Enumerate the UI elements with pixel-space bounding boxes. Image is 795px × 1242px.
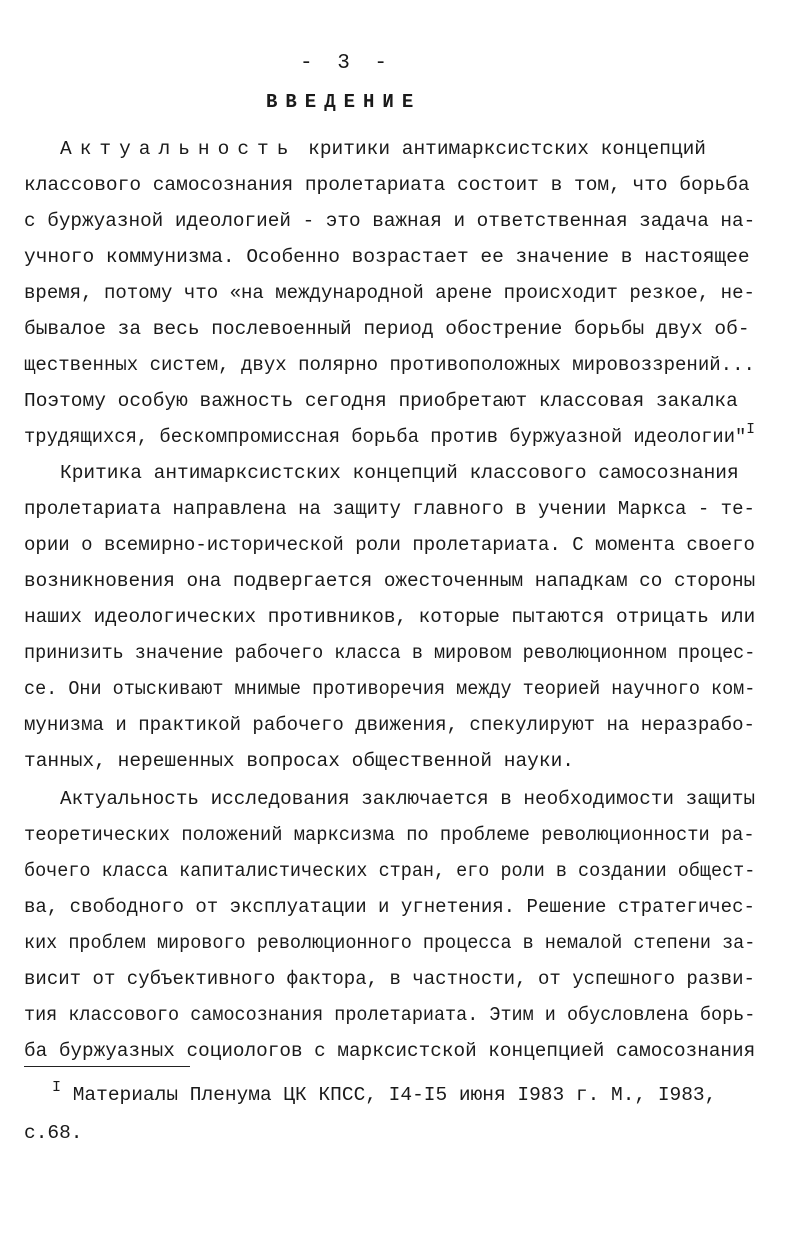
body-line: Критика антимарксистских концепций классового самосознания: [60, 462, 739, 484]
section-heading: ВВЕДЕНИЕ: [266, 91, 422, 113]
body-line-text: критики антимарксистских концепций: [296, 138, 707, 160]
body-line: с буржуазной идеологией - это важная и ответственная задача на-: [24, 210, 756, 232]
body-line: ва, свободного от эксплуатации и угнетения. Решение стратегичес-: [24, 896, 755, 918]
body-line: [60, 137, 706, 161]
body-line: принизить значение рабочего класса в мировом революционном процес-: [24, 642, 756, 664]
footnote-divider: [24, 1066, 190, 1067]
footnote-marker: I: [52, 1079, 62, 1096]
body-line: [24, 421, 755, 451]
body-line: Актуальность исследования заключается в необходимости защиты: [60, 788, 756, 810]
body-line: Поэтому особую важность сегодня приобретают классовая закалка: [24, 390, 738, 412]
body-line: мунизма и практикой рабочего движения, спекулируют на неразрабо-: [24, 714, 755, 736]
body-line: классового самосознания пролетариата состоит в том, что борьба: [24, 174, 750, 196]
body-line: теоретических положений марксизма по проблеме революционности ра-: [24, 824, 755, 846]
footnote: [52, 1079, 717, 1109]
footnote-text: Материалы Пленума ЦК КПСС, I4-I5 июня I983 г. М., I983,: [61, 1084, 717, 1106]
emphasized-term: Актуальность: [60, 138, 297, 160]
body-line: пролетариата направлена на защиту главного в учении Маркса - те-: [24, 498, 755, 520]
page-number: - 3 -: [300, 52, 394, 75]
body-line: учного коммунизма. Особенно возрастает ее значение в настоящее: [24, 246, 750, 268]
body-line: щественных систем, двух полярно противоположных мировоззрений...: [24, 354, 755, 376]
body-line: ких проблем мирового революционного процесса в немалой степени за-: [24, 932, 756, 954]
body-line: ба буржуазных социологов с марксистской концепцией самосознания: [24, 1040, 756, 1062]
body-line: наших идеологических противников, которые пытаются отрицать или: [24, 606, 756, 628]
body-line: се. Они отыскивают мнимые противоречия между теорией научного ком-: [24, 678, 756, 700]
body-line: ории о всемирно-исторической роли пролетариата. С момента своего: [24, 534, 755, 556]
body-line: тия классового самосознания пролетариата. Этим и обусловлена борь-: [24, 1004, 756, 1026]
body-line: висит от субъективного фактора, в частности, от успешного разви-: [24, 968, 755, 990]
body-line: бочего класса капиталистических стран, его роли в создании общест-: [24, 860, 756, 882]
footnote-reference: I: [746, 421, 755, 438]
body-line: бывалое за весь послевоенный период обострение борьбы двух об-: [24, 318, 750, 340]
body-line: танных, нерешенных вопросах общественной науки.: [24, 750, 574, 772]
footnote-continuation: с.68.: [24, 1122, 83, 1144]
body-line: время, потому что «на международной арене происходит резкое, не-: [24, 282, 755, 304]
body-line-text: трудящихся, бескомпромиссная борьба против буржуазной идеологии": [24, 426, 747, 448]
body-line: возникновения она подвергается ожесточенным нападкам со стороны: [24, 570, 756, 592]
